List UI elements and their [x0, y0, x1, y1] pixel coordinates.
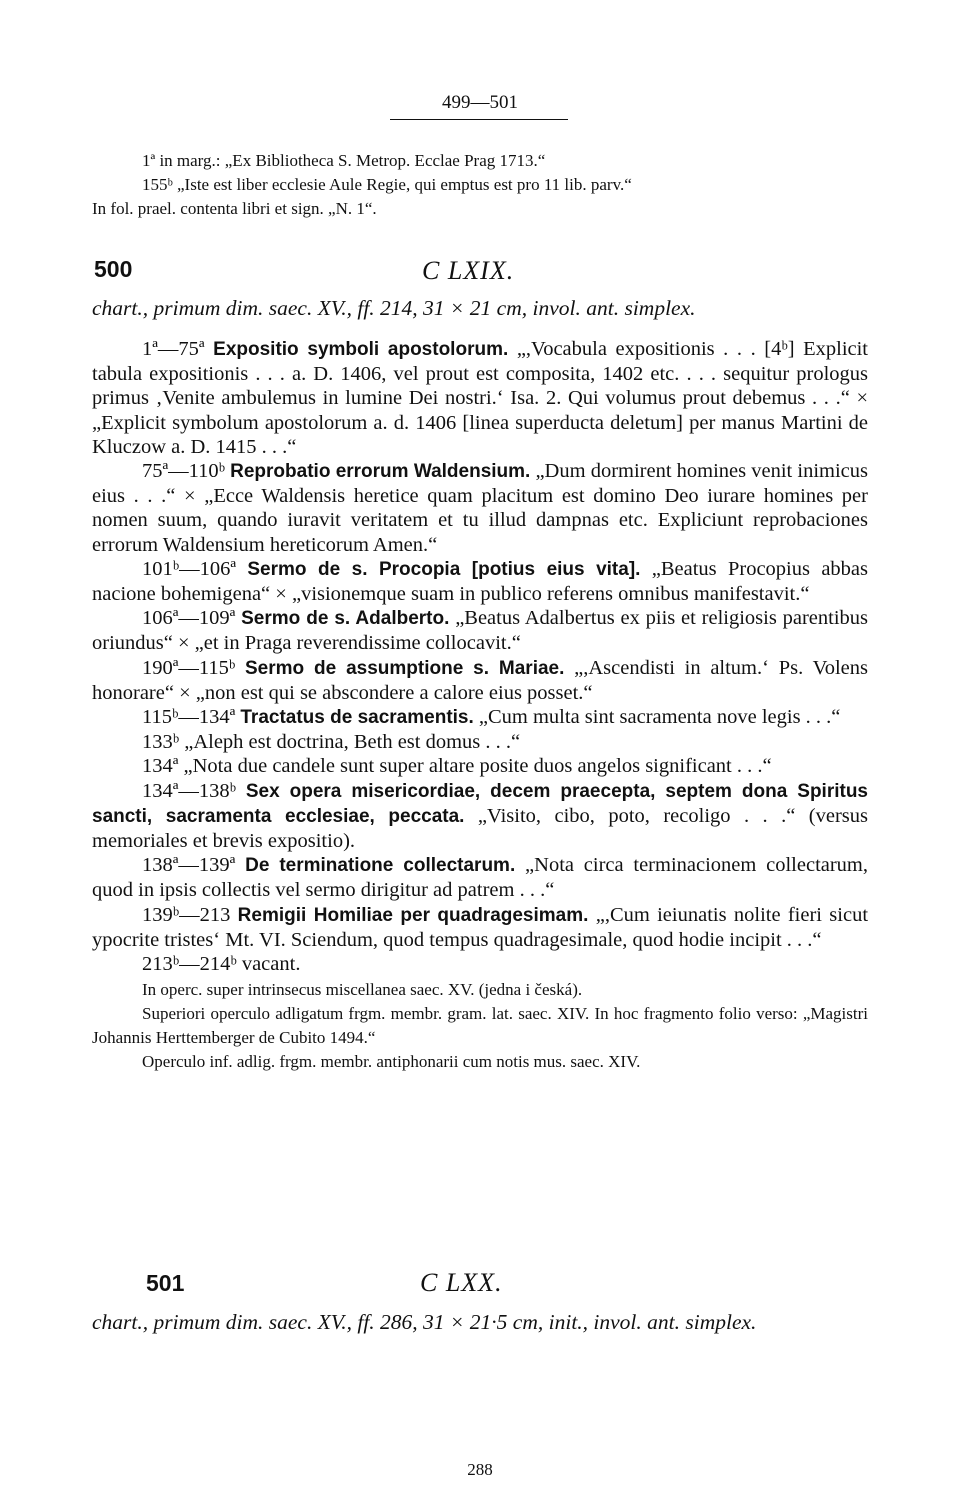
header-rule [390, 119, 568, 120]
item-text: „,Cum ieiunatis nolite fieri sicut ypocrite tristes‘ Mt. VI. Sciendum, quod tempus quadragesimale, quod hodie incipit . . .“ [92, 903, 869, 951]
item-text: „Dum dormirent homines venit inimicus eius . . .“ × „Ecce Waldensis heretice quam placitum est domino Deo iurare homines per nomen suum, quando iuravit veritatem et tu illud dampnas etc. Expliciunt reprobaciones errorum Waldensium hereticorum Amen.“ [92, 460, 868, 556]
entry-roman-numeral: C LXIX. [422, 256, 515, 285]
entry-description: chart., primum dim. saec. XV., ff. 286, 31 × 21·5 cm, init., invol. ant. simplex. [92, 1310, 757, 1334]
content-item [92, 656, 868, 705]
item-title: De terminatione collectarum. [245, 855, 516, 877]
folio-range: 134ª—138ᵇ [142, 779, 237, 802]
content-item [92, 754, 868, 778]
content-item [92, 730, 868, 754]
item-text: „Beatus Procopius abbas nacione bohemigena“ × „visionemque suam in publico referens omnibus manifestavit.“ [92, 557, 868, 606]
binding-note: In operc. super intrinsecus miscellanea saec. XV. (jedna i česká). [142, 980, 583, 1000]
folio-range: 133ᵇ [142, 731, 180, 754]
header-notes [92, 149, 868, 221]
item-title: Sermo de assumptione s. Mariae. [245, 657, 565, 679]
content-item [92, 952, 868, 976]
running-head: 499—501 [442, 92, 518, 113]
folio-range: 106ª—109ª [142, 607, 236, 630]
item-text: „Nota circa terminacionem collectarum, quod in ipsis collectis vel sermo dirigitur ad patrem . . .“ [92, 854, 869, 902]
content-item [92, 459, 868, 557]
page-number: 288 [467, 1460, 493, 1479]
item-title: Tractatus de sacramentis. [240, 707, 474, 729]
binding-note: Superiori operculo adligatum frgm. membr. gram. lat. saec. XIV. In hoc fragmento folio verso: „Magistri Johannis Herttemberger de Cubito 1494.“ [92, 1004, 868, 1048]
item-text: „Cum multa sint sacramenta nove legis . . .“ [473, 706, 841, 729]
content-item [92, 779, 868, 854]
entry-roman-numeral: C LXX. [420, 1268, 503, 1297]
item-title: Expositio symboli apostolorum. [213, 339, 509, 360]
entry-contents [92, 337, 868, 1074]
content-item [92, 557, 868, 606]
content-item [92, 705, 868, 730]
header-note: 155ᵇ „Iste est liber ecclesie Aule Regie, qui emptus est pro 11 lib. parv.“ [142, 175, 632, 194]
folio-range: 115ᵇ—134ª [142, 706, 236, 729]
binding-note: Operculo inf. adlig. frgm. membr. antiphonarii cum notis mus. saec. XIV. [142, 1052, 641, 1072]
content-item [92, 853, 868, 902]
item-text: „Visito, cibo, poto, recoligo . . .“ (versus memoriales et brevis expositio). [92, 804, 868, 853]
item-text: „Aleph est doctrina, Beth est domus . . .“ [179, 731, 521, 754]
folio-range: 101ᵇ—106ª [142, 557, 237, 580]
folio-range: 134ª [142, 755, 179, 778]
item-text: „Nota due candele sunt super altare posite duos angelos significant . . .“ [178, 755, 772, 778]
item-title: Remigii Homiliae per quadragesimam. [237, 904, 589, 926]
entry-number: 500 [94, 256, 133, 282]
item-title: Sermo de s. Adalberto. [241, 608, 450, 630]
entry-number: 501 [146, 1270, 185, 1296]
content-item [92, 337, 868, 459]
item-text: „,Vocabula expositionis . . . [4ᵇ] Explicit tabula expositionis . . . a. D. 1406, vel prout est composita, 1402 etc. . . . sequitur prologus primus ‚Venite ambulemus in lumine Dei nostri.‘ Isa. 2. Qui volumus prout debemus . . .“ × „Explicit symbolum apostolorum a. d. 1406 [linea superducta deletum] per manus Martini de Kluczow a. D. 1415 . . .“ [92, 338, 869, 458]
folio-range: 75ª—110ᵇ [142, 460, 225, 483]
item-title: Reprobatio errorum Waldensium. [230, 461, 531, 483]
item-title: Sex opera misericordiae, decem praecepta, septem dona Spiritus sancti, sacramenta ecclesiae, peccata. [92, 780, 868, 827]
item-text: vacant. [236, 953, 301, 976]
entry-description: chart., primum dim. saec. XV., ff. 214, 31 × 21 cm, invol. ant. simplex. [92, 296, 696, 320]
folio-range: 213ᵇ—214ᵇ [142, 953, 237, 976]
folio-range: 190ª—115ᵇ [142, 656, 236, 679]
folio-range: 139ᵇ—213 [142, 903, 231, 926]
item-title: Sermo de s. Procopia [potius eius vita]. [247, 558, 641, 580]
content-item [92, 903, 868, 952]
content-item [92, 606, 868, 655]
header-note: In fol. prael. contenta libri et sign. „N. 1“. [92, 199, 377, 218]
folio-range: 1ª—75ª [142, 338, 205, 360]
folio-range: 138ª—139ª [142, 854, 236, 877]
header-note: 1ª in marg.: „Ex Bibliotheca S. Metrop. Ecclae Prag 1713.“ [142, 151, 546, 170]
item-text: „,Ascendisti in altum.‘ Ps. Volens honorare“ × „non est qui se abscondere a calore eius posset.“ [92, 656, 868, 704]
item-text: „Beatus Adalbertus ex piis et religiosis parentibus oriundus“ × „et in Praga reverendissime collocavit.“ [92, 607, 869, 655]
entry-notes [92, 978, 868, 1074]
